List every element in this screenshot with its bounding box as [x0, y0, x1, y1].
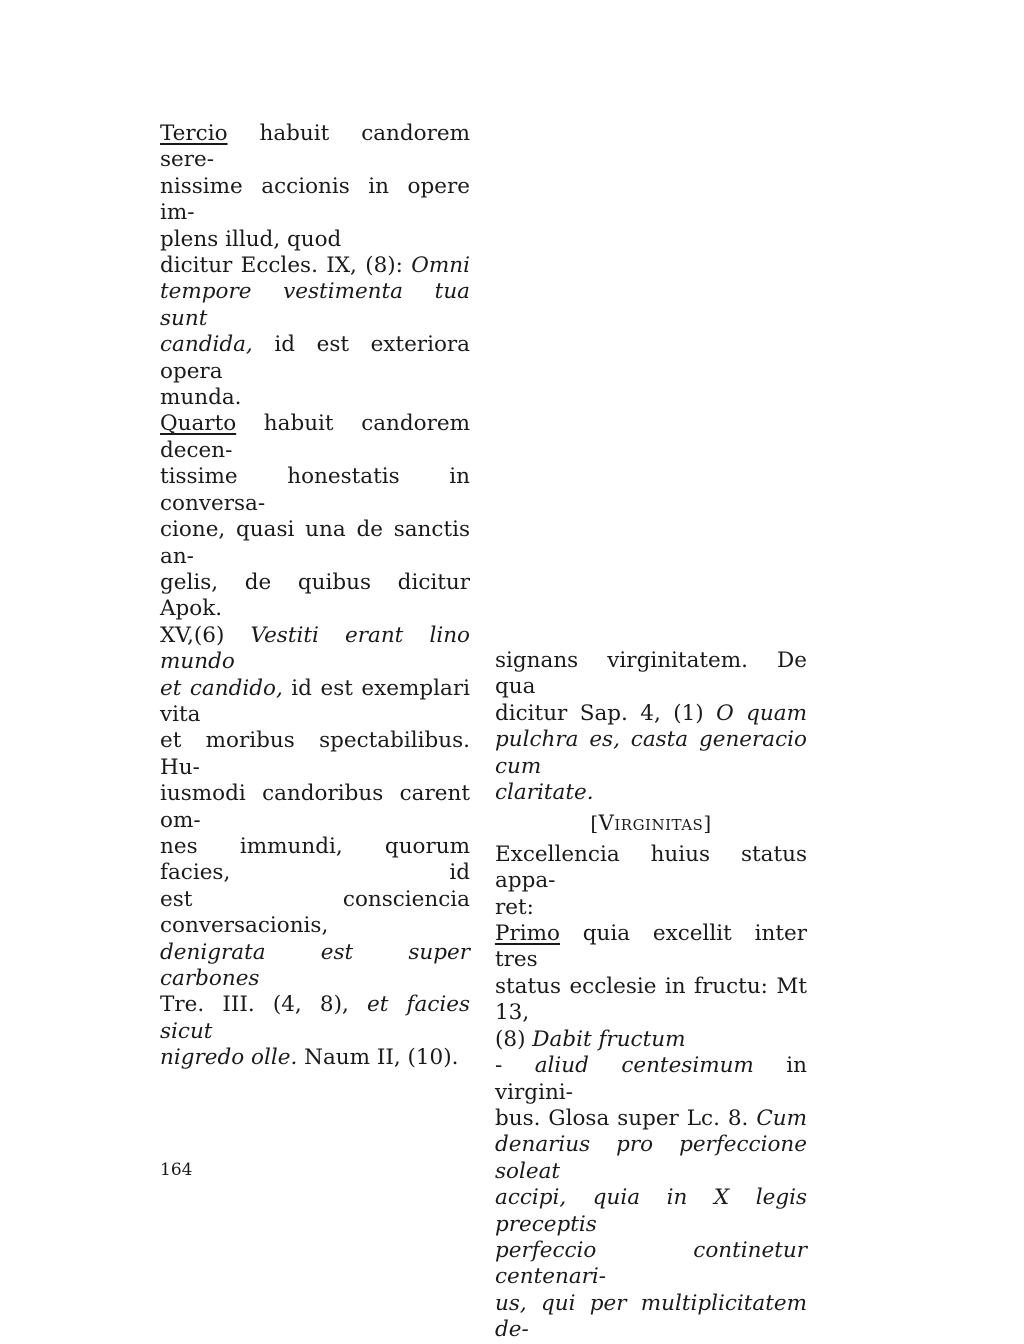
underlined-text: Primo [495, 921, 560, 947]
heading-open-bracket: [ [590, 811, 599, 836]
text-line [160, 411, 470, 464]
heading-initial: V [598, 811, 615, 836]
italic-text: Vestiti erant lino mundo [160, 622, 470, 675]
italic-text: aliud centesimum [534, 1053, 754, 1079]
text-line [160, 1045, 470, 1071]
italic-text: pulchra es, casta generacio cum [495, 727, 807, 779]
text-line [495, 1106, 807, 1132]
text-line [495, 648, 807, 701]
italic-text: et candido, [160, 675, 283, 701]
italic-text: perfeccio continetur centenari- [495, 1237, 807, 1290]
text-run: gelis, de quibus dicitur Apok. [160, 569, 470, 622]
italic-text: O quam [716, 700, 807, 726]
text-run: dicitur Eccles. IX, (8): [160, 253, 412, 279]
text-run: habuit candorem decen- [160, 411, 470, 463]
text-line [160, 121, 470, 174]
text-line [160, 332, 470, 385]
text-run: tissime honestatis in conversa- [160, 464, 470, 516]
underlined-text: Quarto [160, 411, 237, 437]
italic-text: claritate. [495, 780, 594, 806]
italic-text: nigredo olle. [160, 1045, 298, 1071]
text-run: nissime accionis in opere im- [160, 173, 470, 226]
text-run: nes immundi, quorum facies, id [160, 833, 470, 886]
text-line [160, 623, 470, 676]
text-run: - [495, 1053, 535, 1079]
text-line [160, 464, 470, 517]
text-run: est consciencia conversacionis, [160, 886, 470, 939]
underlined-text: Tercio [160, 121, 228, 146]
text-line [495, 1291, 807, 1344]
section-heading [495, 810, 807, 838]
page-number: 164 [160, 1160, 193, 1180]
italic-text: Dabit fructum [532, 1026, 686, 1052]
italic-text: Omni [411, 253, 470, 279]
text-run: cione, quasi una de sanctis an- [160, 517, 470, 569]
text-run: id est exemplari vita [160, 675, 470, 727]
text-run: ret: [495, 894, 534, 920]
text-line [160, 174, 470, 227]
heading-rest: IRGINITAS [614, 816, 704, 835]
text-line [160, 834, 470, 887]
text-line [495, 842, 807, 895]
italic-text: tempore vestimenta tua sunt [160, 279, 470, 331]
text-line [160, 227, 470, 253]
text-run: (8) [495, 1026, 533, 1052]
right-column-lines-after [495, 842, 807, 1344]
right-column [495, 648, 807, 1344]
text-line [160, 940, 470, 993]
text-run: signans virginitatem. De qua [495, 648, 807, 700]
text-run: status ecclesie in fructu: Mt 13, [495, 973, 807, 1026]
text-line [495, 1238, 807, 1291]
text-line [495, 1027, 807, 1053]
text-run: bus. Glosa super Lc. 8. [495, 1105, 757, 1131]
text-run: dicitur Sap. 4, (1) [495, 700, 717, 726]
italic-text: denigrata est super carbones [160, 939, 470, 991]
text-run: iusmodi candoribus carent om- [160, 781, 470, 833]
text-line [160, 781, 470, 834]
italic-text: us, qui per multiplicitatem de- [495, 1290, 807, 1343]
text-line [160, 992, 470, 1045]
right-column-lines-before [495, 648, 807, 806]
italic-text: candida, [160, 332, 253, 358]
text-run: plens illud, quod [160, 226, 342, 252]
text-run: XV,(6) [160, 622, 251, 648]
text-line [160, 570, 470, 623]
text-line [160, 887, 470, 940]
text-line [160, 517, 470, 570]
italic-text: et facies sicut [160, 992, 470, 1044]
text-run: id est exteriora opera [160, 332, 470, 384]
text-run: in virgini- [495, 1053, 807, 1105]
text-run: Naum II, (10). [297, 1045, 459, 1071]
heading-close-bracket: ] [703, 811, 712, 836]
text-run: Excellencia huius status appa- [495, 841, 807, 894]
text-line [160, 385, 470, 411]
text-line [160, 253, 470, 279]
text-line [160, 676, 470, 729]
italic-text: denarius pro perfeccione soleat [495, 1132, 807, 1184]
text-run: et moribus spectabilibus. Hu- [160, 728, 470, 780]
left-column [160, 121, 470, 1072]
text-line [495, 1053, 807, 1106]
text-line [160, 279, 470, 332]
italic-text: accipi, quia in X legis preceptis [495, 1185, 807, 1237]
text-line [495, 974, 807, 1027]
italic-text: Cum [756, 1105, 807, 1131]
text-run: munda. [160, 385, 242, 411]
text-run: quia excellit inter tres [495, 921, 807, 973]
text-line [495, 921, 807, 974]
text-line [495, 895, 807, 921]
text-line [495, 701, 807, 727]
text-line [495, 727, 807, 780]
text-run: Tre. III. (4, 8), [160, 992, 367, 1018]
text-line [495, 1185, 807, 1238]
text-line [160, 728, 470, 781]
text-line [495, 780, 807, 806]
text-run: habuit candorem sere- [160, 121, 470, 173]
text-line [495, 1132, 807, 1185]
